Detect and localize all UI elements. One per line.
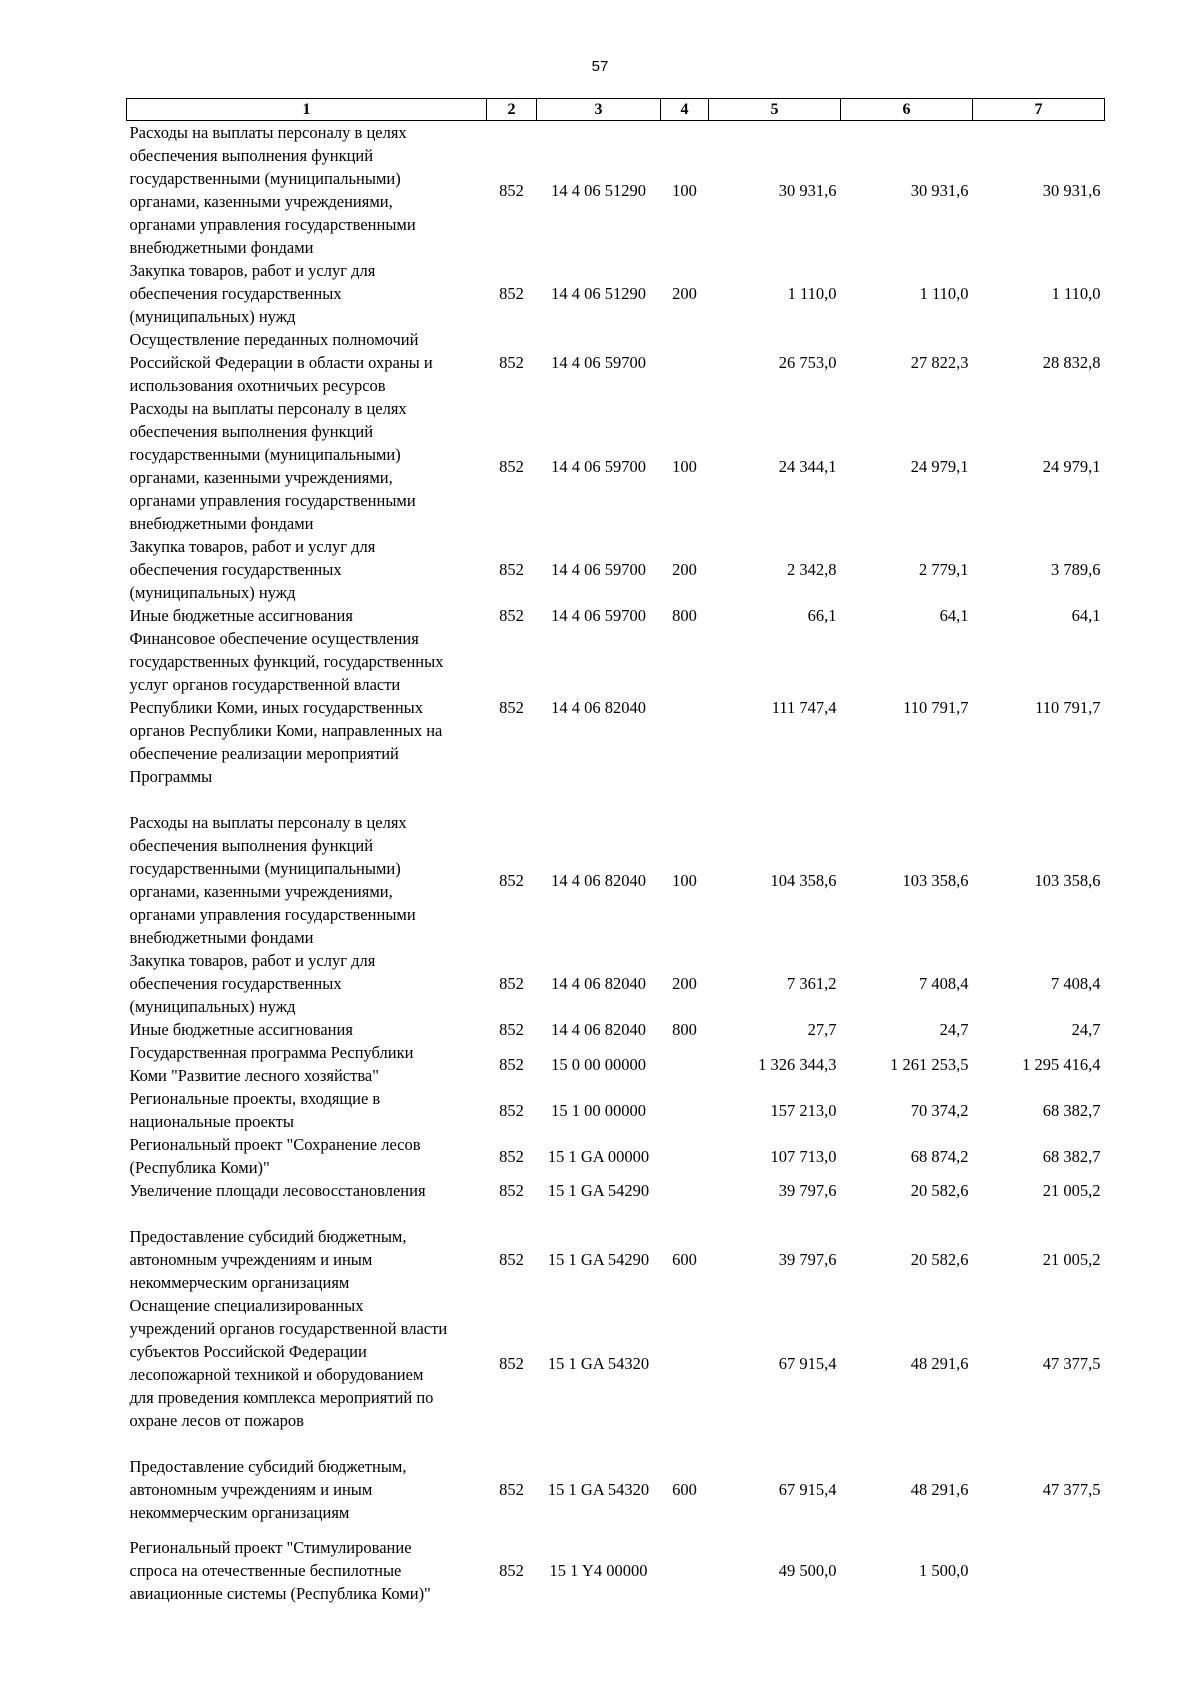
cell-name: Региональный проект "Сохранение лесов (Республика Коми)" bbox=[129, 1135, 421, 1177]
header-col-5: 5 bbox=[709, 99, 841, 121]
cell-expense-type bbox=[661, 328, 709, 397]
cell-target-article: 14 4 06 59700 bbox=[551, 606, 646, 625]
cell-amount-year-3: 7 408,4 bbox=[1051, 974, 1101, 993]
table-row bbox=[127, 949, 1105, 1018]
cell-amount-year-2: 1 261 253,5 bbox=[890, 1054, 969, 1074]
cell-admin-code: 852 bbox=[499, 606, 524, 625]
cell-expense-type: 100 bbox=[672, 870, 697, 890]
cell-amount-year-1: 7 361,2 bbox=[787, 974, 837, 993]
cell-amount-year-2: 1 500,0 bbox=[919, 1561, 969, 1580]
cell-admin-code: 852 bbox=[499, 1100, 524, 1120]
cell-admin-code: 852 bbox=[499, 353, 524, 372]
cell-amount-year-1: 67 915,4 bbox=[778, 1480, 837, 1499]
cell-target-article: 15 1 GA 54290 bbox=[547, 1181, 650, 1200]
cell-admin-code: 852 bbox=[499, 870, 524, 890]
cell-amount-year-1: 157 213,0 bbox=[770, 1100, 837, 1120]
table-row bbox=[127, 604, 1105, 627]
table-row bbox=[127, 535, 1105, 604]
cell-admin-code: 852 bbox=[499, 284, 524, 303]
cell-amount-year-3: 103 358,6 bbox=[1034, 870, 1101, 890]
cell-name: Иные бюджетные ассигнования bbox=[129, 606, 353, 625]
cell-amount-year-3: 24,7 bbox=[1071, 1020, 1101, 1039]
header-col-3: 3 bbox=[537, 99, 661, 121]
cell-expense-type bbox=[661, 1133, 709, 1179]
cell-amount-year-3: 24 979,1 bbox=[1042, 456, 1101, 476]
table-row bbox=[127, 1225, 1105, 1294]
header-col-6: 6 bbox=[841, 99, 973, 121]
cell-expense-type: 800 bbox=[672, 606, 697, 625]
cell-amount-year-1: 104 358,6 bbox=[770, 870, 837, 890]
table-body bbox=[127, 121, 1105, 1606]
spacer-row bbox=[127, 1432, 1105, 1455]
table-row bbox=[127, 1536, 1105, 1605]
cell-name: Региональные проекты, входящие в национальные проекты bbox=[129, 1089, 381, 1131]
spacer-row bbox=[127, 1524, 1105, 1536]
cell-expense-type: 200 bbox=[672, 974, 697, 993]
cell-target-article: 14 4 06 59700 bbox=[551, 353, 646, 372]
cell-expense-type bbox=[661, 627, 709, 788]
cell-amount-year-3: 1 110,0 bbox=[1051, 284, 1101, 303]
table-header bbox=[127, 99, 1105, 121]
cell-target-article: 14 4 06 82040 bbox=[551, 698, 646, 717]
cell-name: Финансовое обеспечение осуществления государственных функций, государственных услуг органов государственной власти Республики Коми, иных государственных органов Республики Коми, направленных на обеспечение реализации мероприятий Программы bbox=[129, 629, 444, 786]
table-row bbox=[127, 811, 1105, 949]
spacer-cell bbox=[127, 788, 1105, 811]
cell-name: Расходы на выплаты персоналу в целях обеспечения выполнения функций государственными (муниципальными) органами, казенными учреждениями, органами управления государственными внебюджетными фондами bbox=[129, 813, 416, 947]
cell-amount-year-1: 111 747,4 bbox=[771, 698, 837, 717]
spacer-cell bbox=[127, 1524, 1105, 1536]
cell-expense-type: 600 bbox=[672, 1250, 697, 1269]
table-row bbox=[127, 1041, 1105, 1087]
cell-admin-code: 852 bbox=[499, 1250, 524, 1269]
spacer-cell bbox=[127, 1432, 1105, 1455]
cell-amount-year-2: 24,7 bbox=[939, 1020, 969, 1039]
cell-amount-year-1: 1 110,0 bbox=[787, 284, 837, 303]
cell-amount-year-3: 68 382,7 bbox=[1042, 1146, 1101, 1166]
cell-amount-year-3: 1 295 416,4 bbox=[1022, 1054, 1101, 1074]
cell-admin-code: 852 bbox=[499, 1480, 524, 1499]
cell-target-article: 14 4 06 82040 bbox=[551, 1020, 646, 1039]
cell-expense-type: 100 bbox=[672, 456, 697, 476]
cell-amount-year-2: 110 791,7 bbox=[903, 698, 969, 717]
cell-admin-code: 852 bbox=[499, 456, 524, 476]
cell-target-article: 15 1 GA 00000 bbox=[547, 1146, 650, 1166]
cell-amount-year-2: 70 374,2 bbox=[910, 1100, 969, 1120]
table-row bbox=[127, 1018, 1105, 1041]
cell-amount-year-1: 30 931,6 bbox=[778, 180, 837, 200]
cell-amount-year-2: 103 358,6 bbox=[902, 870, 969, 890]
cell-expense-type: 100 bbox=[672, 180, 697, 200]
cell-name: Предоставление субсидий бюджетным, автономным учреждениям и иным некоммерческим организациям bbox=[129, 1457, 407, 1522]
cell-admin-code: 852 bbox=[499, 974, 524, 993]
cell-name: Предоставление субсидий бюджетным, автономным учреждениям и иным некоммерческим организациям bbox=[129, 1227, 407, 1292]
cell-admin-code: 852 bbox=[499, 1020, 524, 1039]
cell-expense-type bbox=[661, 1087, 709, 1133]
spacer-row bbox=[127, 1202, 1105, 1225]
cell-name: Увеличение площади лесовосстановления bbox=[129, 1181, 426, 1200]
cell-name: Региональный проект "Стимулирование спроса на отечественные беспилотные авиационные системы (Республика Коми)" bbox=[129, 1538, 431, 1603]
cell-amount-year-1: 49 500,0 bbox=[778, 1561, 837, 1580]
cell-amount-year-3: 3 789,6 bbox=[1051, 560, 1101, 579]
cell-amount-year-3 bbox=[973, 1536, 1105, 1605]
cell-amount-year-2: 1 110,0 bbox=[919, 284, 969, 303]
cell-amount-year-2: 48 291,6 bbox=[910, 1480, 969, 1499]
cell-name: Закупка товаров, работ и услуг для обеспечения государственных (муниципальных) нужд bbox=[129, 951, 376, 1016]
cell-amount-year-3: 64,1 bbox=[1071, 606, 1101, 625]
cell-amount-year-3: 21 005,2 bbox=[1042, 1250, 1101, 1269]
cell-target-article: 14 4 06 59700 bbox=[551, 560, 646, 579]
table-row bbox=[127, 1455, 1105, 1524]
budget-table bbox=[126, 98, 1105, 1605]
cell-expense-type: 200 bbox=[672, 560, 697, 579]
cell-amount-year-1: 2 342,8 bbox=[787, 560, 837, 579]
cell-target-article: 14 4 06 51290 bbox=[551, 180, 646, 200]
table-row bbox=[127, 259, 1105, 328]
cell-amount-year-1: 1 326 344,3 bbox=[758, 1054, 837, 1074]
cell-amount-year-1: 27,7 bbox=[807, 1020, 837, 1039]
table-row bbox=[127, 397, 1105, 535]
header-col-7: 7 bbox=[973, 99, 1105, 121]
cell-target-article: 15 0 00 00000 bbox=[551, 1054, 646, 1074]
cell-amount-year-3: 47 377,5 bbox=[1042, 1353, 1101, 1373]
cell-name: Закупка товаров, работ и услуг для обеспечения государственных (муниципальных) нужд bbox=[129, 537, 376, 602]
table-row bbox=[127, 627, 1105, 788]
cell-amount-year-1: 39 797,6 bbox=[778, 1250, 837, 1269]
cell-amount-year-2: 30 931,6 bbox=[910, 180, 969, 200]
cell-name: Осуществление переданных полномочий Российской Федерации в области охраны и использования охотничьих ресурсов bbox=[129, 330, 433, 395]
cell-admin-code: 852 bbox=[499, 1181, 524, 1200]
cell-amount-year-3: 110 791,7 bbox=[1035, 698, 1101, 717]
cell-admin-code: 852 bbox=[499, 560, 524, 579]
cell-amount-year-1: 107 713,0 bbox=[770, 1146, 837, 1166]
cell-amount-year-2: 68 874,2 bbox=[910, 1146, 969, 1166]
cell-amount-year-2: 48 291,6 bbox=[910, 1353, 969, 1373]
header-col-1: 1 bbox=[127, 99, 487, 121]
cell-expense-type bbox=[661, 1294, 709, 1432]
cell-name: Государственная программа Республики Коми "Развитие лесного хозяйства" bbox=[129, 1043, 414, 1085]
table-row bbox=[127, 1133, 1105, 1179]
cell-expense-type bbox=[661, 1536, 709, 1605]
cell-target-article: 15 1 00 00000 bbox=[551, 1100, 646, 1120]
cell-target-article: 15 1 GA 54290 bbox=[547, 1250, 650, 1269]
cell-amount-year-3: 47 377,5 bbox=[1042, 1480, 1101, 1499]
cell-admin-code: 852 bbox=[499, 1054, 524, 1074]
cell-amount-year-2: 20 582,6 bbox=[910, 1250, 969, 1269]
table-row bbox=[127, 1294, 1105, 1432]
cell-amount-year-2: 20 582,6 bbox=[910, 1181, 969, 1200]
cell-amount-year-2: 24 979,1 bbox=[910, 456, 969, 476]
cell-amount-year-2: 2 779,1 bbox=[919, 560, 969, 579]
cell-expense-type: 600 bbox=[672, 1480, 697, 1499]
cell-name: Оснащение специализированных учреждений органов государственной власти субъектов Российской Федерации лесопожарной техникой и оборудованием для проведения комплекса мероприятий по охране лесов от пожаров bbox=[129, 1296, 448, 1430]
cell-admin-code: 852 bbox=[499, 1561, 524, 1580]
cell-amount-year-2: 7 408,4 bbox=[919, 974, 969, 993]
cell-amount-year-1: 24 344,1 bbox=[778, 456, 837, 476]
cell-expense-type: 200 bbox=[672, 284, 697, 303]
cell-amount-year-1: 66,1 bbox=[807, 606, 837, 625]
cell-admin-code: 852 bbox=[499, 180, 524, 200]
table-row bbox=[127, 121, 1105, 260]
cell-target-article: 14 4 06 82040 bbox=[551, 974, 646, 993]
table-row bbox=[127, 328, 1105, 397]
cell-name: Иные бюджетные ассигнования bbox=[129, 1020, 353, 1039]
header-col-2: 2 bbox=[487, 99, 537, 121]
cell-amount-year-1: 26 753,0 bbox=[778, 353, 837, 372]
cell-target-article: 14 4 06 51290 bbox=[551, 284, 646, 303]
cell-name: Расходы на выплаты персоналу в целях обеспечения выполнения функций государственными (муниципальными) органами, казенными учреждениями, органами управления государственными внебюджетными фондами bbox=[129, 123, 416, 257]
cell-amount-year-3: 30 931,6 bbox=[1042, 180, 1101, 200]
cell-expense-type bbox=[661, 1179, 709, 1202]
cell-expense-type bbox=[661, 1041, 709, 1087]
cell-amount-year-3: 28 832,8 bbox=[1042, 353, 1101, 372]
cell-target-article: 14 4 06 59700 bbox=[551, 456, 646, 476]
page-number: 57 bbox=[591, 58, 609, 75]
spacer-cell bbox=[127, 1202, 1105, 1225]
cell-target-article: 14 4 06 82040 bbox=[551, 870, 646, 890]
table-row bbox=[127, 1087, 1105, 1133]
cell-admin-code: 852 bbox=[499, 1146, 524, 1166]
cell-amount-year-1: 67 915,4 bbox=[778, 1353, 837, 1373]
table-row bbox=[127, 1179, 1105, 1202]
cell-name: Закупка товаров, работ и услуг для обеспечения государственных (муниципальных) нужд bbox=[129, 261, 376, 326]
cell-target-article: 15 1 Y4 00000 bbox=[549, 1561, 648, 1580]
cell-target-article: 15 1 GA 54320 bbox=[547, 1480, 650, 1499]
cell-amount-year-2: 64,1 bbox=[939, 606, 969, 625]
cell-amount-year-3: 21 005,2 bbox=[1042, 1181, 1101, 1200]
cell-admin-code: 852 bbox=[499, 1353, 524, 1373]
cell-amount-year-2: 27 822,3 bbox=[910, 353, 969, 372]
cell-target-article: 15 1 GA 54320 bbox=[547, 1353, 650, 1373]
cell-expense-type: 800 bbox=[672, 1020, 697, 1039]
spacer-row bbox=[127, 788, 1105, 811]
cell-admin-code: 852 bbox=[499, 698, 524, 717]
header-col-4: 4 bbox=[661, 99, 709, 121]
cell-amount-year-1: 39 797,6 bbox=[778, 1181, 837, 1200]
cell-name: Расходы на выплаты персоналу в целях обеспечения выполнения функций государственными (муниципальными) органами, казенными учреждениями, органами управления государственными внебюджетными фондами bbox=[129, 399, 416, 533]
cell-amount-year-3: 68 382,7 bbox=[1042, 1100, 1101, 1120]
